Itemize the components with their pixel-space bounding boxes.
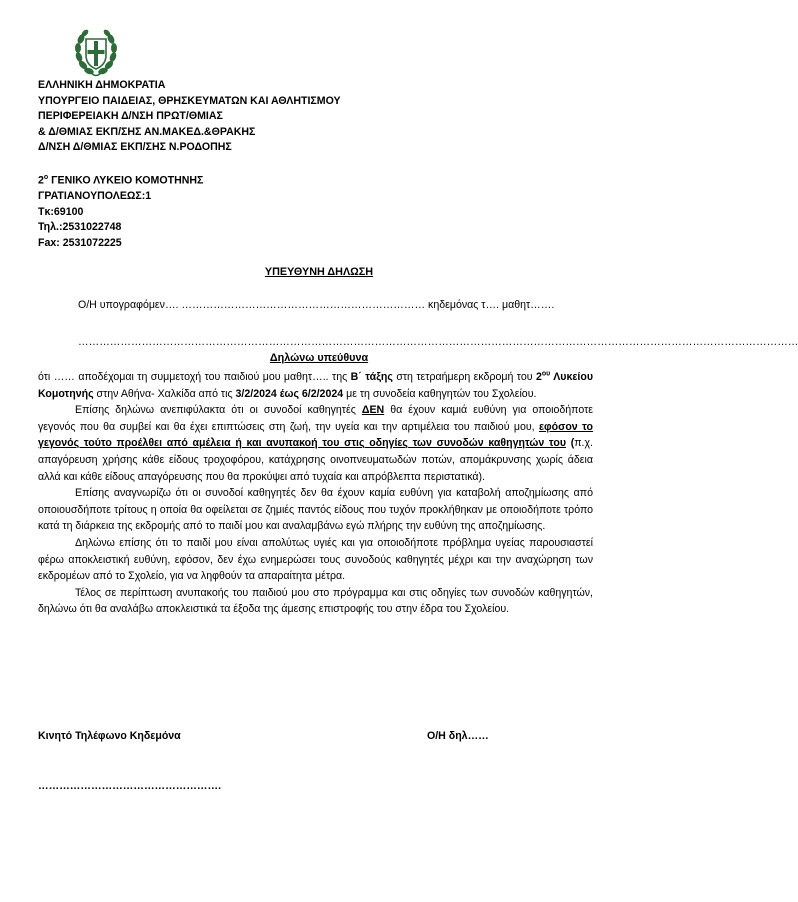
text-run: στην Αθήνα- Χαλκίδα από τις	[93, 387, 236, 400]
text-run: με τη συνοδεία καθηγητών του Σχολείου.	[343, 387, 537, 400]
paragraph-return-costs: Τέλος σε περίπτωση ανυπακοής του παιδιού μου στο πρόγραμμα και στις οδηγίες των συνοδών καθηγητών, δηλώνω ότι θα αναλάβω αποκλειστικά τα έξοδα της άμεσης επιστροφής του στην έδρα του Σχολείου.	[38, 586, 593, 616]
school-number-suffix: ου	[541, 370, 551, 378]
signature-label: Ο/Η δηλ……	[427, 730, 489, 742]
emphasis-condition: εφόσον το γεγονός τούτο προέλθει από αμέλεια ή και ανυπακοή του στις οδηγίες των συνοδών καθηγητών του	[38, 420, 593, 450]
text-run: θα έχουν καμιά ευθύνη για οποιοδήποτε γεγονός που θα συμβεί και θα έχει επιπτώσεις στη ζωή, την υγεία και την αρτιμέλεια του παιδιού μου,	[38, 404, 593, 433]
declaration-heading: Δηλώνω υπεύθυνα	[269, 352, 369, 364]
paragraph-compensation: Επίσης αναγνωρίζω ότι οι συνοδοί καθηγητές δεν θα έχουν καμία ευθύνη για καταβολή αποζημίωσης από οποιουσδήποτε τρίτους η οποία θα οφείλεται σε ζημιές παντός είδους που τυχόν προκλήθηκαν με οποιοδήποτε τρόπο κατά τη διάρκεια της εκδρομής από το παιδί μου και αναλαμβάνω εγώ πλήρης την ευθύνη της αποζημίωσης.	[38, 487, 593, 533]
text-run: ότι …… αποδέχομαι τη συμμετοχή του παιδιού μου μαθητ….. της	[38, 371, 351, 383]
paragraph-health: Δηλώνω επίσης ότι το παιδί μου είναι απολύτως υγιές και για οποιοδήποτε πρόβλημα υγείας παρουσιαστεί φέρω αποκλειστική ευθύνη, εφόσον, δεν έχω ενημερώσει τους συνοδούς καθηγητές μέχρι και την αναχώρηση των εκδρομέων από το Σχολείο, για να ληφθούν τα απαραίτητα μέτρα.	[38, 536, 593, 583]
declaration-body	[38, 369, 593, 618]
text-run: (	[566, 437, 575, 450]
header-line: Δ/ΝΣΗ Δ/ΘΜΙΑΣ ΕΚΠ/ΣΗΣ Ν.ΡΟΔΟΠΗΣ	[38, 141, 232, 153]
school-name: Λυκείου Κομοτηνής	[38, 371, 593, 400]
ministry-header	[38, 78, 341, 156]
school-address: ΓΡΑΤΙΑΝΟΥΠΟΛΕΩΣ:1	[38, 190, 152, 203]
school-postcode: Τκ:69100	[38, 205, 84, 218]
text-run: π.χ. απαγόρευση χρήσης κάθε είδους τροχοφόρου, κατάχρησης οινοπνευματωδών ποτών, απομάκρυνσης χωρίς άδεια αλλά και κάθε είδους απαγόρευσης που θα προκύψει από τυχαία και απρόβλεπτα περιστατικά).	[38, 437, 593, 483]
phone-fill-line: …………………………………………….	[38, 780, 222, 792]
school-name	[38, 170, 203, 189]
header-line: ΕΛΛΗΝΙΚΗ ΔΗΜΟΚΡΑΤΙΑ	[38, 79, 166, 91]
document-title: ΥΠΕΥΘΥΝΗ ΔΗΛΩΣΗ	[264, 266, 374, 278]
school-number: 2	[535, 371, 542, 383]
school-name-text: ΓΕΝΙΚΟ ΛΥΚΕΙΟ ΚΟΜΟΤΗΝΗΣ	[48, 174, 204, 187]
school-phone: Τηλ.:2531022748	[38, 221, 122, 234]
emphasis-not: ΔΕΝ	[361, 404, 385, 417]
school-info	[38, 170, 203, 252]
header-line: & Δ/ΘΜΙΑΣ ΕΚΠ/ΣΗΣ ΑΝ.ΜΑΚΕΔ.&ΘΡΑΚΗΣ	[38, 125, 256, 138]
paragraph-liability	[38, 402, 593, 485]
paragraph-consent	[38, 369, 593, 402]
text-run: Επίσης δηλώνω ανεπιφύλακτα ότι οι συνοδοί καθηγητές	[75, 404, 362, 417]
dotted-fill-line: ……………………………………………………………………………………………………………………………………………………………………………………	[78, 336, 798, 348]
school-fax: Fax: 2531072225	[38, 236, 122, 249]
class-grade: Β΄ τάξης	[350, 371, 393, 383]
guardian-phone-label: Κινητό Τηλέφωνο Κηδεμόνα	[38, 730, 181, 742]
school-number-suffix: ο	[43, 174, 49, 181]
school-number: 2	[38, 174, 44, 187]
signatory-line: Ο/Η υπογραφόμεν…. …………………………………………………………… κηδεμόνας τ…. μαθητ…….	[78, 299, 555, 311]
greek-coat-of-arms-icon	[72, 27, 120, 79]
header-line: ΥΠΟΥΡΓΕΙΟ ΠΑΙΔΕΙΑΣ, ΘΡΗΣΚΕΥΜΑΤΩΝ ΚΑΙ ΑΘΛΗΤΙΣΜΟΥ	[38, 94, 341, 107]
header-line: ΠΕΡΙΦΕΡΕΙΑΚΗ Δ/ΝΣΗ ΠΡΩΤ/ΘΜΙΑΣ	[38, 110, 223, 122]
trip-dates: 3/2/2024 έως 6/2/2024	[235, 387, 344, 400]
text-run: στη τετραήμερη εκδρομή του	[392, 371, 536, 383]
